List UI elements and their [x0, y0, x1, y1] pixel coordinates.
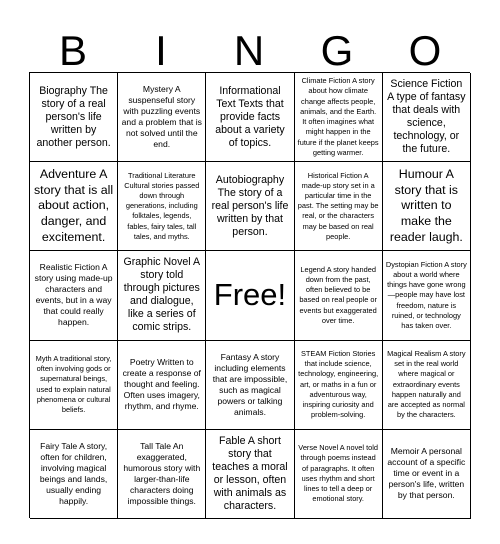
bingo-cell — [206, 73, 294, 162]
bingo-cell — [30, 73, 118, 162]
cell-text: Autobiography The story of a real person's life written by that person. — [211, 173, 289, 238]
cell-text: Mystery A suspenseful story with puzzling events and a problem that is not solved until the end. — [121, 84, 202, 150]
free-space — [206, 251, 294, 340]
bingo-cell — [295, 73, 383, 162]
bingo-cell — [118, 73, 206, 162]
bingo-cell — [118, 430, 206, 519]
header-letter-i: I — [155, 27, 167, 74]
cell-text: Informational Text Texts that provide facts about a variety of topics. — [215, 84, 285, 149]
cell-text: Magical Realism A story set in the real world where magical or extraordinary events happen naturally and are accepted as normal by the characters. — [387, 348, 466, 420]
bingo-cell — [30, 430, 118, 519]
cell-text: STEAM Fiction Stories that include science, technology, engineering, art, or maths in a fun or adventurous way, inspiring curiosity and problem-solving. — [298, 348, 379, 420]
bingo-cell — [206, 162, 294, 251]
cell-text: Myth A traditional story, often involving gods or supernatural beings, used to explain natural phenomena or cultural beliefs. — [35, 354, 112, 415]
bingo-cell — [30, 162, 118, 251]
cell-text: Verse Novel A novel told through poems instead of paragraphs. It often uses rhythm and short lines to tell a deep or emotional story. — [298, 443, 379, 504]
cell-text: Fantasy A story including elements that are impossible, such as magical powers or talking animals. — [212, 351, 288, 417]
bingo-cell — [295, 251, 383, 340]
bingo-cell — [383, 251, 471, 340]
cell-text: Humour A story that is written to make the reader laugh. — [389, 167, 463, 244]
cell-text: Poetry Written to create a response of thought and feeling. Often uses imagery, rhythm, and rhyme. — [122, 357, 201, 412]
bingo-board — [29, 72, 470, 518]
header-letter-b: B — [58, 27, 87, 74]
bingo-cell — [383, 430, 471, 519]
cell-text: Climate Fiction A story about how climate change affects people, animals, and the Earth. It often imagines what might happen in the future if the planet keeps getting warmer. — [297, 76, 379, 157]
bingo-cell — [295, 162, 383, 251]
cell-text: Legend A story handed down from the past, often believed to be based on real people or events but exaggerated over time. — [299, 264, 377, 325]
bingo-cell — [206, 341, 294, 430]
bingo-cell — [295, 341, 383, 430]
cell-text: Science Fiction A type of fantasy that deals with science, technology, or the future. — [387, 78, 466, 156]
cell-text: Biography The story of a real person's life written by another person. — [36, 84, 111, 149]
cell-text: Fairy Tale A story, often for children, involving magical beings and lands, usually ending happily. — [39, 440, 108, 506]
bingo-header — [29, 27, 469, 74]
cell-text: Adventure A story that is all about action, danger, and excitement. — [33, 167, 114, 244]
header-letter-o: O — [408, 27, 442, 74]
cell-text: Traditional Literature Cultural stories passed down through generations, including folktales, legends, fables, fairy tales, tall tales, and myths. — [124, 170, 200, 241]
header-letter-n: N — [233, 27, 265, 74]
cell-text: Fable A short story that teaches a moral or lesson, often with animals as characters. — [212, 434, 288, 512]
bingo-cell — [295, 430, 383, 519]
cell-text: Historical Fiction A made-up story set in a particular time in the past. The setting may be real, or the characters may be based on real people. — [297, 170, 379, 241]
cell-text: Memoir A personal account of a specific time or event in a person's life, written by that person. — [387, 446, 466, 501]
bingo-cell — [206, 430, 294, 519]
cell-text: Graphic Novel A story told through pictures and dialogue, like a series of comic strips. — [123, 256, 201, 334]
cell-text: Dystopian Fiction A story about a world where things have gone wrong—people may have lost freedom, nature is ruined, or technology has taken over. — [385, 259, 467, 330]
bingo-cell — [118, 162, 206, 251]
bingo-cell — [118, 341, 206, 430]
bingo-cell — [118, 251, 206, 340]
bingo-cell — [383, 162, 471, 251]
bingo-cell — [383, 341, 471, 430]
bingo-cell — [383, 73, 471, 162]
bingo-cell — [30, 341, 118, 430]
cell-text: Tall Tale An exaggerated, humorous story with larger-than-life characters doing impossible things. — [123, 440, 201, 506]
bingo-cell — [30, 251, 118, 340]
header-letter-g: G — [320, 27, 354, 74]
cell-text: Realistic Fiction A story using made-up characters and events, but in a way that could really happen. — [34, 262, 113, 328]
free-space-label: Free! — [213, 277, 287, 313]
